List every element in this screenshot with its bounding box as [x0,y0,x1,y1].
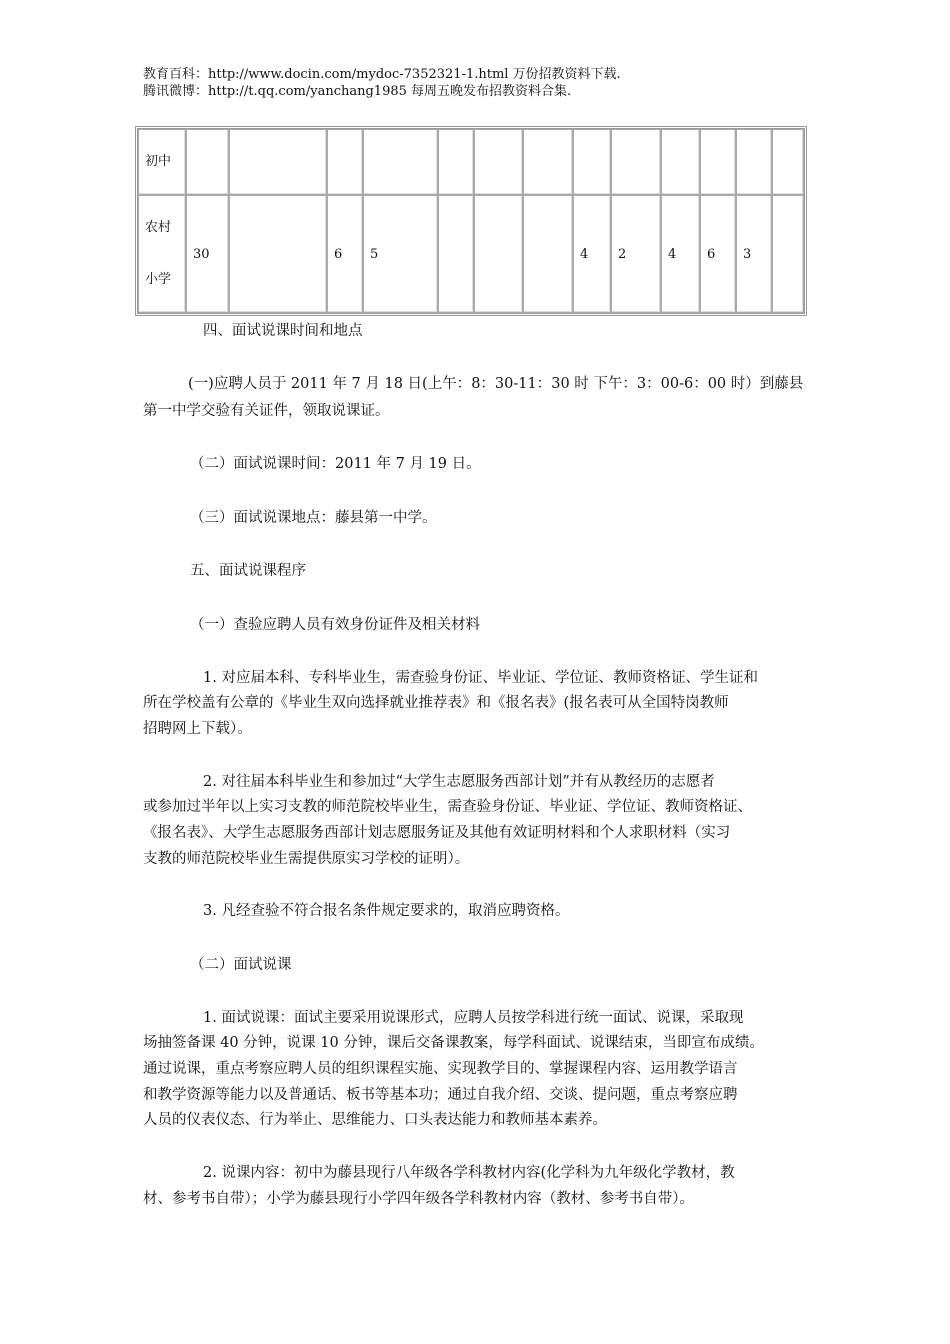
paragraph: 3. 凡经查验不符合报名条件规定要求的，取消应聘资格。 [203,903,570,919]
paragraph: （二）面试说课时间：2011 年 7 月 19 日。 [190,456,481,472]
table-cell [474,129,523,195]
paragraph: 通过说课，重点考察应聘人员的组织课程实施、实现教学目的、掌握课程内容、运用教学语言 [143,1061,738,1077]
paragraph: 所在学校盖有公章的《毕业生双向选择就业推荐表》和《报名表》(报名表可从全国特岗教师 [143,695,729,711]
table-cell [736,129,772,195]
paragraph: 和教学资源等能力以及普通话、板书等基本功；通过自我介绍、交谈、提问题，重点考察应聘 [143,1087,738,1103]
table-cell [661,129,700,195]
table-cell [700,129,736,195]
paragraph: 支教的师范院校毕业生需提供原实习学校的证明）。 [143,851,470,867]
paragraph: 《报名表》、大学生志愿服务西部计划志愿服务证及其他有效证明材料和个人求职材料（实习 [143,825,731,841]
subsection-heading: （一）查验应聘人员有效身份证件及相关材料 [190,617,480,633]
table-cell [186,129,229,195]
table-cell: 6 [700,195,736,313]
paragraph: 招聘网上下载）。 [143,721,252,737]
table-cell: 2 [611,195,661,313]
paragraph: 或参加过半年以上实习支教的师范院校毕业生，需查验身份证、毕业证、学位证、教师资格证、 [143,799,752,815]
paragraph: (一)应聘人员于 2011 年 7 月 18 日(上午：8：30-11：30 时 下午：3：00-6：00 时）到藤县 [188,376,804,392]
paragraph: 第一中学交验有关证件，领取说课证。 [143,403,390,419]
table-cell: 3 [736,195,772,313]
subsection-heading: （二）面试说课 [190,957,292,973]
paragraph: 2. 说课内容：初中为藤县现行八年级各学科教材内容(化学科为九年级化学教材，教 [203,1165,735,1181]
table-cell: 6 [327,195,363,313]
table-cell [327,129,363,195]
table-cell [438,129,474,195]
paragraph: 材、参考书自带）；小学为藤县现行小学四年级各学科教材内容（教材、参考书自带）。 [143,1191,694,1207]
table-cell [229,129,327,195]
paragraph: 2. 对往届本科毕业生和参加过“大学生志愿服务西部计划”并有从教经历的志愿者 [203,774,715,790]
paragraph: 1. 对应届本科、专科毕业生，需查验身份证、毕业证、学位证、教师资格证、学生证和 [203,670,758,686]
table-cell: 4 [661,195,700,313]
header-line-1: 教育百科：http://www.docin.com/mydoc-7352321-1.html 万份招教资料下载. [143,67,621,82]
row-label-cell: 初中 [138,129,186,195]
table-cell [611,129,661,195]
table-cell [772,195,804,313]
table-cell [229,195,327,313]
table-cell [772,129,804,195]
table-cell [523,195,573,313]
paragraph: （三）面试说课地点：藤县第一中学。 [190,510,437,526]
table-row [138,195,804,313]
table-cell [474,195,523,313]
table-cell: 4 [573,195,611,313]
table-row [138,129,804,195]
table-cell: 5 [363,195,438,313]
recruitment-table [135,126,807,316]
row-label-cell: 农村 小学 [138,195,186,313]
table-cell [438,195,474,313]
paragraph: 1. 面试说课：面试主要采用说课形式，应聘人员按学科进行统一面试、说课，采取现 [203,1010,744,1026]
table-cell [523,129,573,195]
table-cell [363,129,438,195]
paragraph: 人员的仪表仪态、行为举止、思维能力、口头表达能力和教师基本素养。 [143,1112,607,1128]
section-5-heading: 五、面试说课程序 [190,563,306,579]
table-cell [573,129,611,195]
table-cell: 30 [186,195,229,313]
header-line-2: 腾讯微博：http://t.qq.com/yanchang1985 每周五晚发布招教资料合集. [143,84,572,99]
paragraph: 场抽签备课 40 分钟，说课 10 分钟，课后交备课教案，每学科面试、说课结束，当即宣布成绩。 [143,1035,764,1051]
section-4-heading: 四、面试说课时间和地点 [203,323,363,339]
